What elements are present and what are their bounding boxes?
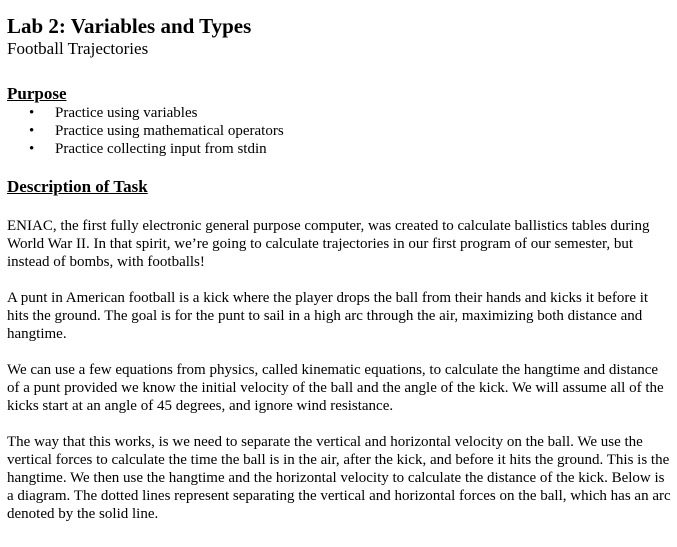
task-paragraph-eniac: ENIAC, the first fully electronic general purpose computer, was created to calculate ballistics tables during World War II. In that spirit, we’re going to calculate trajectories in our first program of our semester, but instead of bombs, with footballs!: [7, 218, 650, 270]
task-heading: Description of Task: [7, 177, 148, 196]
task-paragraph-punt: A punt in American football is a kick where the player drops the ball from their hands and kicks it before it hits the ground. The goal is for the punt to sail in a high arc through the air, maximizing both distance and hangtime.: [7, 290, 649, 342]
purpose-list: [7, 104, 671, 158]
document-subtitle: Football Trajectories: [7, 39, 149, 58]
document-page: [7, 14, 671, 523]
purpose-item-text: Practice collecting input from stdin: [55, 141, 267, 157]
purpose-item: [29, 122, 671, 140]
document-title: Lab 2: Variables and Types: [7, 14, 252, 38]
purpose-heading: Purpose: [7, 84, 67, 103]
bullet-icon: •: [29, 141, 35, 157]
purpose-item-text: Practice using mathematical operators: [55, 123, 284, 139]
task-paragraph-method: The way that this works, is we need to separate the vertical and horizontal velocity on the ball. We use the vertical forces to calculate the time the ball is in the air, after the kick, and before it hits the ground. This is the hangtime. We then use the hangtime and the horizontal velocity to calculate the distance of the kick. Below is a diagram. The dotted lines represent separating the vertical and horizontal forces on the ball, which has an arc denoted by the solid line.: [7, 434, 671, 522]
purpose-item: [29, 104, 671, 122]
purpose-item-text: Practice using variables: [55, 105, 198, 121]
bullet-icon: •: [29, 105, 35, 121]
bullet-icon: •: [29, 123, 35, 139]
purpose-item: [29, 140, 671, 158]
task-paragraph-kinematics: We can use a few equations from physics, called kinematic equations, to calculate the hangtime and distance of a punt provided we know the initial velocity of the ball and the angle of the kick. We will assume all of the kicks start at an angle of 45 degrees, and ignore wind resistance.: [7, 362, 664, 414]
